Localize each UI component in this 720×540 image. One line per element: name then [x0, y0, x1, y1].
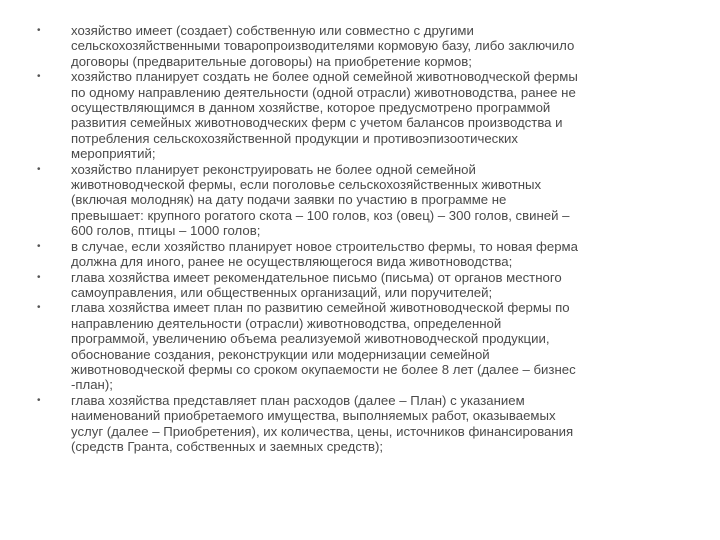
list-item-text: хозяйство планирует реконструировать не более одной семейной животноводческой фермы, если поголовье сельскохозяйственных животных (включая молодняк) на дату подачи заявки по участию в программе не превышает: крупного рогатого скота – 100 голов, коз (овец) – 300 голов, свиней – 600 голов, птицы – 1000 голов;	[71, 161, 570, 239]
list-item-text: глава хозяйства представляет план расходов (далее – План) с указанием наименований приобретаемого имущества, выполняемых работ, оказываемых услуг (далее – Приобретения), их количества, цены, источников финансирования (средств Гранта, собственных и заемных средств);	[71, 392, 574, 454]
list-item	[0, 23, 720, 69]
list-item	[0, 239, 720, 270]
list-item	[0, 162, 720, 239]
bullet-icon: •	[37, 394, 41, 406]
bullet-icon: •	[37, 163, 41, 175]
list-item	[0, 300, 720, 392]
bullet-icon: •	[37, 302, 41, 314]
list-item-text: хозяйство планирует создать не более одной семейной животноводческой фермы по одному направлению деятельности (одной отрасли) животноводства, ранее не осуществляющимся в данном хозяйстве, которое предусмотрено программой развития семейных животноводческих ферм с учетом балансов производства и потребления сельскохозяйственной продукции и противоэпизоотических мероприятий;	[71, 69, 578, 162]
list-item-text: в случае, если хозяйство планирует новое строительство фермы, то новая ферма должна для иного, ранее не осуществляющегося вида животноводства;	[71, 238, 578, 270]
list-item-text: хозяйство имеет (создает) собственную или совместно с другими сельскохозяйственными товаропроизводителями кормовую базу, либо заключило договоры (предварительные договоры) на приобретение кормов;	[71, 23, 575, 69]
bullet-icon: •	[37, 25, 41, 36]
bullet-list	[0, 23, 720, 454]
bullet-icon: •	[37, 71, 41, 83]
list-item	[0, 393, 720, 455]
list-item	[0, 69, 720, 161]
list-item-text: глава хозяйства имеет рекомендательное письмо (письма) от органов местного самоуправления, или общественных организаций, или поручителей;	[71, 269, 562, 300]
bullet-icon: •	[37, 240, 41, 252]
bullet-icon: •	[37, 271, 41, 283]
list-item-text: глава хозяйства имеет план по развитию семейной животноводческой фермы по направлению деятельности (отрасли) животноводства, определенной программой, увеличению объема реализуемой животноводческой продукции, обоснование создания, реконструкции или модернизации семейной животноводческой фермы со сроком окупаемости не более 8 лет (далее – бизнес -план);	[71, 300, 576, 393]
list-item	[0, 270, 720, 301]
